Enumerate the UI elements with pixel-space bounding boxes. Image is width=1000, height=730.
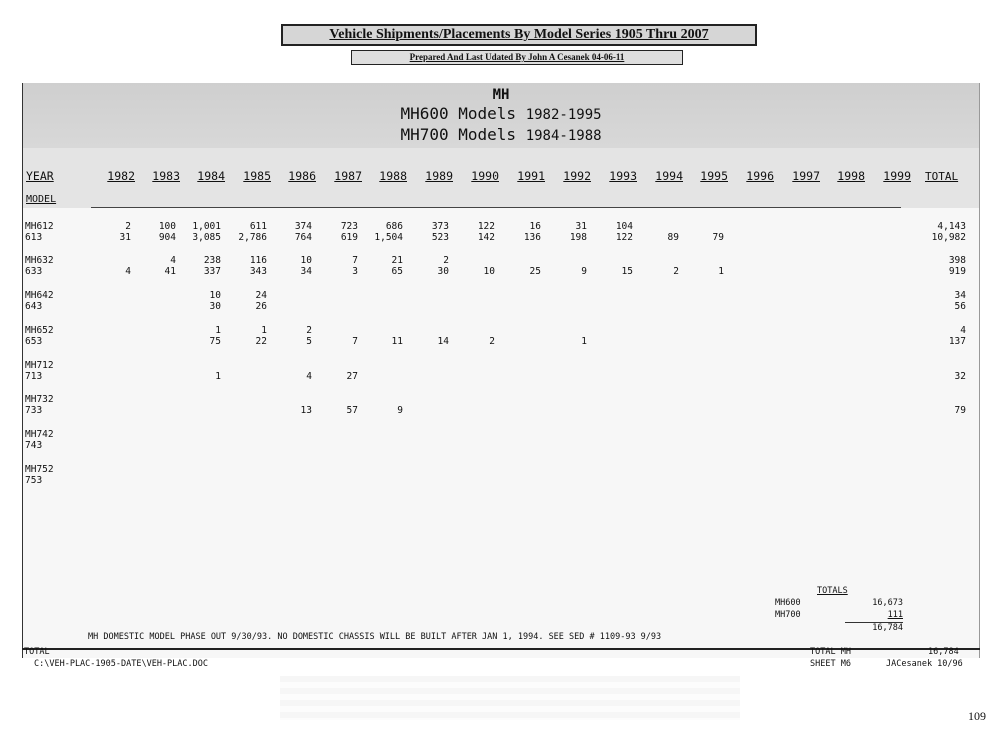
table-cell: 4 <box>125 266 131 277</box>
row-total: 4 <box>960 325 966 336</box>
year-header: 1996 <box>746 169 774 183</box>
year-header: 1989 <box>425 169 453 183</box>
table-cell: 24 <box>255 290 267 301</box>
table-cell: 1 <box>261 325 267 336</box>
year-header: 1984 <box>197 169 225 183</box>
mh600-total-label: MH600 <box>775 598 801 608</box>
table-cell: 10 <box>300 255 312 266</box>
table-cell: 619 <box>340 232 358 243</box>
table-cell: 7 <box>352 255 358 266</box>
grand-sum-value: 16,784 <box>845 622 903 633</box>
table-cell: 31 <box>575 221 587 232</box>
faded-bleedthrough <box>280 676 740 720</box>
table-cell: 116 <box>249 255 267 266</box>
table-cell: 25 <box>529 266 541 277</box>
table-cell: 5 <box>306 336 312 347</box>
table-cell: 10 <box>483 266 495 277</box>
row-total: 56 <box>954 301 966 312</box>
table-cell: 2 <box>306 325 312 336</box>
page-number: 109 <box>968 709 986 723</box>
table-cell: 122 <box>477 221 495 232</box>
model-label: 643 <box>25 301 43 312</box>
table-cell: 238 <box>203 255 221 266</box>
table-cell: 57 <box>346 405 358 416</box>
table-cell: 611 <box>249 221 267 232</box>
table-cell: 4 <box>306 371 312 382</box>
footer-total-label: TOTAL <box>24 647 50 657</box>
table-cell: 343 <box>249 266 267 277</box>
mh700-heading <box>23 125 979 144</box>
year-column-label: YEAR <box>26 169 54 183</box>
table-cell: 136 <box>523 232 541 243</box>
table-cell: 104 <box>615 221 633 232</box>
table-cell: 65 <box>391 266 403 277</box>
row-total: 34 <box>954 290 966 301</box>
footer-total-mh-value: 16,784 <box>928 647 959 657</box>
table-cell: 15 <box>621 266 633 277</box>
table-cell: 523 <box>431 232 449 243</box>
model-label: MH612 <box>25 221 54 232</box>
model-label: 743 <box>25 440 43 451</box>
table-cell: 3,085 <box>192 232 221 243</box>
year-header: 1987 <box>334 169 362 183</box>
series-heading: MH <box>492 87 510 103</box>
year-header: 1985 <box>243 169 271 183</box>
table-cell: 2 <box>673 266 679 277</box>
table-cell: 34 <box>300 266 312 277</box>
mh600-heading-years: 1982-1995 <box>525 107 602 123</box>
model-label: MH742 <box>25 429 54 440</box>
row-total: 919 <box>948 266 966 277</box>
table-cell: 21 <box>391 255 403 266</box>
footer-total-mh-label: TOTAL MH <box>810 647 851 657</box>
table-cell: 89 <box>667 232 679 243</box>
table-cell: 22 <box>255 336 267 347</box>
table-cell: 374 <box>294 221 312 232</box>
mh700-total-label: MH700 <box>775 610 801 620</box>
model-label: 733 <box>25 405 43 416</box>
year-header: 1988 <box>379 169 407 183</box>
total-column-label: TOTAL <box>925 170 959 183</box>
row-total: 137 <box>948 336 966 347</box>
year-header: 1993 <box>609 169 637 183</box>
model-label: MH652 <box>25 325 54 336</box>
model-label: 713 <box>25 371 43 382</box>
row-total: 32 <box>954 371 966 382</box>
year-header: 1986 <box>288 169 316 183</box>
table-cell: 75 <box>209 336 221 347</box>
table-cell: 79 <box>712 232 724 243</box>
header-rule <box>91 207 901 208</box>
year-header: 1999 <box>883 169 911 183</box>
table-cell: 1,001 <box>192 221 221 232</box>
year-header: 1997 <box>792 169 820 183</box>
table-cell: 373 <box>431 221 449 232</box>
table-cell: 7 <box>352 336 358 347</box>
row-total: 4,143 <box>937 221 966 232</box>
model-label: 653 <box>25 336 43 347</box>
table-cell: 1,504 <box>374 232 403 243</box>
table-cell: 723 <box>340 221 358 232</box>
year-header: 1995 <box>700 169 728 183</box>
document-subtitle: Prepared And Last Udated By John A Cesanek 04-06-11 <box>351 50 683 65</box>
file-path: C:\VEH-PLAC-1905-DATE\VEH-PLAC.DOC <box>34 659 208 669</box>
document-title: Vehicle Shipments/Placements By Model Series 1905 Thru 2007 <box>281 24 757 46</box>
model-label: 613 <box>25 232 43 243</box>
year-header: 1983 <box>152 169 180 183</box>
table-cell: 2 <box>125 221 131 232</box>
table-cell: 904 <box>158 232 176 243</box>
model-label: MH632 <box>25 255 54 266</box>
table-cell: 337 <box>203 266 221 277</box>
row-total: 79 <box>954 405 966 416</box>
model-label: MH752 <box>25 464 54 475</box>
row-total: 10,982 <box>931 232 966 243</box>
model-label: 753 <box>25 475 43 486</box>
table-cell: 100 <box>158 221 176 232</box>
table-cell: 13 <box>300 405 312 416</box>
year-header: 1990 <box>471 169 499 183</box>
year-header: 1998 <box>837 169 865 183</box>
table-cell: 1 <box>581 336 587 347</box>
table-cell: 764 <box>294 232 312 243</box>
table-cell: 2 <box>489 336 495 347</box>
table-cell: 686 <box>385 221 403 232</box>
year-header: 1992 <box>563 169 591 183</box>
model-label: MH642 <box>25 290 54 301</box>
table-cell: 26 <box>255 301 267 312</box>
table-cell: 16 <box>529 221 541 232</box>
table-cell: 1 <box>215 371 221 382</box>
table-cell: 41 <box>164 266 176 277</box>
table-cell: 198 <box>569 232 587 243</box>
table-cell: 30 <box>437 266 449 277</box>
totals-heading: TOTALS <box>817 586 848 596</box>
mh700-heading-label: MH700 Models <box>400 125 517 144</box>
table-cell: 122 <box>615 232 633 243</box>
data-sheet <box>22 83 980 658</box>
model-label: MH712 <box>25 360 54 371</box>
table-cell: 14 <box>437 336 449 347</box>
table-cell: 10 <box>209 290 221 301</box>
mh700-total-value: 111 <box>887 610 903 620</box>
model-label: 633 <box>25 266 43 277</box>
row-total: 398 <box>948 255 966 266</box>
mh600-total-value: 16,673 <box>872 598 903 608</box>
mh700-heading-years: 1984-1988 <box>525 128 602 144</box>
mh600-heading-label: MH600 Models <box>400 104 517 123</box>
model-column-label: MODEL <box>26 194 57 205</box>
table-cell: 27 <box>346 371 358 382</box>
table-cell: 3 <box>352 266 358 277</box>
sheet-label: SHEET M6 <box>810 659 851 669</box>
year-header: 1982 <box>107 169 135 183</box>
author-stamp: JACesanek 10/96 <box>886 659 963 669</box>
table-cell: 2 <box>443 255 449 266</box>
year-header: 1994 <box>655 169 683 183</box>
table-cell: 1 <box>718 266 724 277</box>
table-cell: 9 <box>581 266 587 277</box>
table-cell: 142 <box>477 232 495 243</box>
phase-out-note: MH DOMESTIC MODEL PHASE OUT 9/30/93. NO DOMESTIC CHASSIS WILL BE BUILT AFTER JAN 1, 1994. SEE SED # 1109-93 9/93 <box>88 632 662 642</box>
table-cell: 9 <box>397 405 403 416</box>
table-cell: 30 <box>209 301 221 312</box>
mh600-heading <box>23 104 979 123</box>
table-cell: 4 <box>170 255 176 266</box>
table-cell: 1 <box>215 325 221 336</box>
year-header: 1991 <box>517 169 545 183</box>
table-cell: 2,786 <box>238 232 267 243</box>
table-cell: 11 <box>391 336 403 347</box>
model-label: MH732 <box>25 394 54 405</box>
table-cell: 31 <box>119 232 131 243</box>
